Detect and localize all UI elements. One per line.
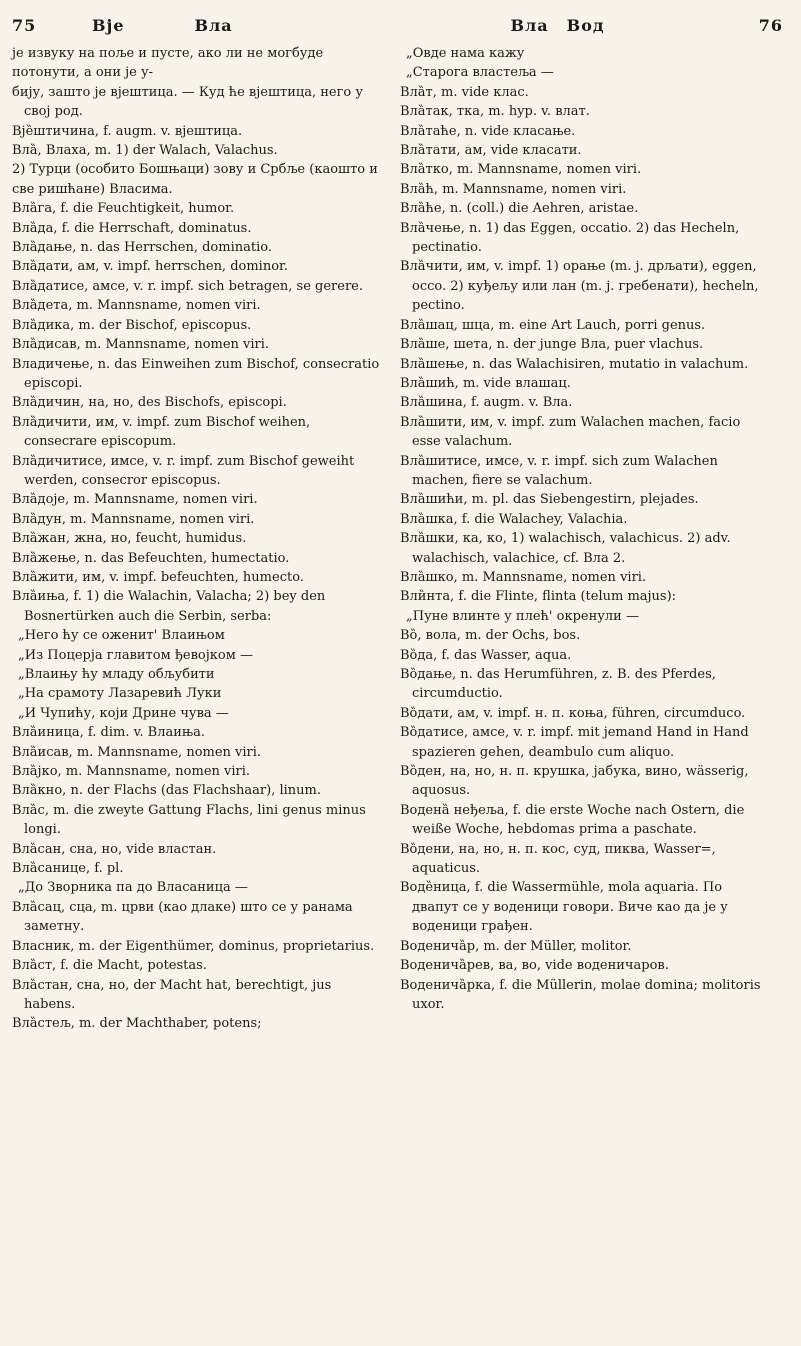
dictionary-entry: „На срамоту Лазаревић Луки	[18, 686, 222, 702]
dictionary-entry: Вла̏т, m. vide клас.	[400, 84, 529, 100]
dictionary-entry: Вла̏ст, f. die Macht, potestas.	[12, 958, 207, 974]
text-columns	[12, 44, 789, 1034]
dictionary-entry: Вла̏дета, m. Mannsname, nomen viri.	[12, 298, 261, 314]
dictionary-entry: „Влаињу ћу младу обљубити	[18, 667, 215, 682]
dictionary-entry: Вла̏дисав, m. Mannsname, nomen viri.	[12, 337, 270, 353]
dictionary-entry: Вла̏ће, n. (coll.) die Aehren, aristae.	[400, 201, 639, 217]
page-number-right: 76	[758, 15, 783, 35]
dictionary-entry: Вла̏дање, n. das Herrschen, dominatio.	[12, 240, 272, 256]
dictionary-entry: Вла̏чити, им, v. impf. 1) орање (m. j. дрљати), eggen, occo. 2) куђељу или лан (m. j. гребенати), hecheln, pectino.	[400, 259, 759, 314]
dictionary-entry: Владичење, n. das Einweihen zum Bischof, consecratio episcopi.	[12, 356, 380, 391]
dictionary-entry: Вла̏стан, сна, но, der Macht hat, berechtigt, jus habens.	[12, 977, 332, 1012]
dictionary-entry: Во̏дати, ам, v. impf. н. п. коња, führen, circumduco.	[400, 705, 746, 721]
dictionary-entry: Вла̏, Влаха, m. 1) der Walach, Valachus.	[12, 143, 278, 159]
dictionary-entry: Вла̏дика, m. der Bischof, episcopus.	[12, 317, 252, 333]
dictionary-entry: Вла̏шитисе, имсе, v. r. impf. sich zum Walachen machen, fiere se valachum.	[400, 453, 718, 488]
dictionary-entry: Вла̏дичитисе, имсе, v. r. impf. zum Bischof geweiht werden, consecror episcopus.	[12, 453, 355, 488]
dictionary-entry: Вла̏жити, им, v. impf. befeuchten, humecto.	[12, 569, 304, 585]
dictionary-entry: Воденича̏рка, f. die Müllerin, molae domina; molitoris uxor.	[400, 977, 761, 1012]
dictionary-entry: Во̏да, f. das Wasser, aqua.	[400, 647, 572, 663]
dictionary-entry: Вла̏чење, n. 1) das Eggen, occatio. 2) das Hecheln, pectinatio.	[400, 220, 740, 256]
dictionary-entry: 2) Турци (особито Бошњаци) зову и Србље (каошто и све ришћане) Власима.	[12, 162, 378, 197]
dictionary-entry: Во̏, вола, m. der Ochs, bos.	[400, 628, 581, 644]
dictionary-entry: Воденича̏рев, ва, во, vide воденичаров.	[400, 958, 669, 974]
dictionary-entry: „Старога властеља —	[406, 65, 554, 81]
dictionary-entry: Вла̏дати, ам, v. impf. herrschen, dominor.	[12, 259, 288, 275]
dictionary-entry: Вла̏шина, f. augm. v. Вла.	[400, 395, 573, 411]
dictionary-entry: Вла̏с, m. die zweyte Gattung Flachs, lini genus minus longi.	[12, 802, 366, 838]
dictionary-entry: Вла̏тко, m. Mannsname, nomen viri.	[400, 162, 642, 178]
dictionary-entry: Вла̏шићи, m. pl. das Siebengestirn, plejades.	[400, 492, 699, 508]
header-guide-word-4: Вод	[566, 15, 605, 35]
dictionary-entry: Вла̏шко, m. Mannsname, nomen viri.	[400, 569, 647, 585]
dictionary-entry: Вла̏шки, ка, ко, 1) walachisch, valachicus. 2) adv. walachisch, valachice, cf. Вла 2.	[400, 531, 731, 566]
dictionary-entry: „До Зворника па до Власаница —	[18, 880, 248, 896]
dictionary-entry: Вла̏шић, m. vide влашац.	[400, 375, 571, 391]
dictionary-entry: Вла̏кно, n. der Flachs (das Flachshaar), linum.	[12, 783, 321, 799]
header-guide-word-1: Вје	[92, 15, 125, 35]
dictionary-entry: Вли̏нта, f. die Flinte, flinta (telum majus):	[400, 589, 677, 605]
dictionary-entry: Власник, m. der Eigenthümer, dominus, proprietarius.	[12, 938, 375, 954]
dictionary-entry: Вла̏дичити, им, v. impf. zum Bischof weihen, consecrare episcopum.	[12, 414, 311, 450]
dictionary-entry: „Пуне влинте у плећ' окренули —	[406, 608, 639, 624]
dictionary-entry: Вла̏стељ, m. der Machthaber, potens;	[12, 1016, 262, 1032]
dictionary-entry: Вла̏иња, f. 1) die Walachin, Valacha; 2) bey den Bosnertürken auch die Serbin, serba:	[12, 589, 326, 624]
dictionary-entry: Вла̏шити, им, v. impf. zum Walachen machen, facio esse valachum.	[400, 414, 741, 450]
header-left	[12, 16, 401, 35]
dictionary-entry: Вла̏так, тка, m. hyp. v. влат.	[400, 104, 590, 120]
left-column	[12, 44, 382, 1034]
dictionary-entry: Вла̏жење, n. das Befeuchten, humectatio.	[12, 550, 290, 566]
dictionary-entry: Водена̏ неђеља, f. die erste Woche nach Ostern, die weiße Woche, hebdomas prima a paschate.	[400, 802, 745, 838]
dictionary-entry: Вла̏дичин, на, но, des Bischofs, episcopi.	[12, 395, 287, 411]
dictionary-entry: Вла̏сан, сна, но, vide властан.	[12, 841, 217, 857]
dictionary-entry: Вла̏датисе, амсе, v. r. impf. sich betragen, se gerere.	[12, 278, 363, 294]
header-guide-word-3: Вла	[510, 15, 549, 35]
dictionary-entry: „Из Поцерја главитом ђевојком —	[18, 647, 253, 663]
dictionary-entry: Вла̏таће, n. vide класање.	[400, 123, 576, 139]
dictionary-entry: Во̏дени, на, но, н. п. кос, суд, пиква, Wasser=, aquaticus.	[400, 841, 716, 877]
dictionary-entry: Вла̏жан, жна, но, feucht, humidus.	[12, 531, 247, 547]
dictionary-entry: Во̏датисе, амсе, v. r. impf. mit jemand Hand in Hand spazieren gehen, deambulo cum aliquo.	[400, 725, 749, 760]
dictionary-entry: Вла̏шка, f. die Walachey, Valachia.	[400, 511, 628, 527]
page-header	[12, 10, 789, 40]
right-column	[400, 44, 770, 1034]
dictionary-entry: Вла̏сац, сца, m. црви (као длаке) што се у ранама заметну.	[12, 899, 353, 935]
dictionary-entry: Воденича̏р, m. der Müller, molitor.	[400, 938, 632, 954]
dictionary-entry: Вла̏исав, m. Mannsname, nomen viri.	[12, 744, 262, 760]
dictionary-entry: „Него ћу се оженит' Влаињом	[18, 628, 225, 644]
dictionary-entry: Вје̏штичина, f. augm. v. вјештица.	[12, 123, 243, 139]
dictionary-entry: бију, зашто је вјештица. — Куд ће вјештица, него у свој род.	[12, 84, 364, 120]
page-number-left: 75	[12, 15, 37, 35]
header-guide-word-2: Вла	[194, 15, 233, 35]
dictionary-entry: Вла̏га, f. die Feuchtigkeit, humor.	[12, 201, 235, 217]
dictionary-entry: Во̏ден, на, но, н. п. крушка, јабука, вино, wässerig, aquosus.	[400, 764, 749, 799]
dictionary-entry: Вла̏иница, f. dim. v. Влаиња.	[12, 725, 205, 741]
dictionary-entry: Вла̏шац, шца, m. eine Art Lauch, porri genus.	[400, 317, 706, 333]
dictionary-entry: Вла̏санице, f. pl.	[12, 861, 124, 877]
dictionary-entry: Вла̏шење, n. das Walachisiren, mutatio in valachum.	[400, 356, 749, 372]
dictionary-entry: Вла̏доје, m. Mannsname, nomen viri.	[12, 492, 258, 508]
dictionary-entry: Вла̏дун, m. Mannsname, nomen viri.	[12, 511, 255, 527]
dictionary-entry: Вла̏да, f. die Herrschaft, dominatus.	[12, 220, 252, 236]
dictionary-entry: „И Чупићу, који Дрине чува —	[18, 705, 229, 721]
dictionary-entry: је извуку на поље и пусте, ако ли не могбуде потонути, а они је у-	[12, 46, 324, 81]
dictionary-entry: Вла̏ћ, m. Mannsname, nomen viri.	[400, 181, 627, 197]
dictionary-entry: Вла̏јко, m. Mannsname, nomen viri.	[12, 764, 251, 780]
dictionary-entry: Во̏дање, n. das Herumführen, z. B. des Pferdes, circumductio.	[400, 667, 716, 702]
header-right	[401, 16, 790, 35]
dictionary-entry: Вла̏тати, ам, vide класати.	[400, 143, 582, 159]
dictionary-entry: Вла̏ше, шета, n. der junge Вла, puer vlachus.	[400, 337, 704, 353]
dictionary-entry: „Овде нама кажу	[406, 46, 525, 61]
dictionary-entry: Воде̏ница, f. die Wassermühle, mola aquaria. По двапут се у воденици говори. Виче као да је у воденици грађен.	[400, 880, 728, 935]
